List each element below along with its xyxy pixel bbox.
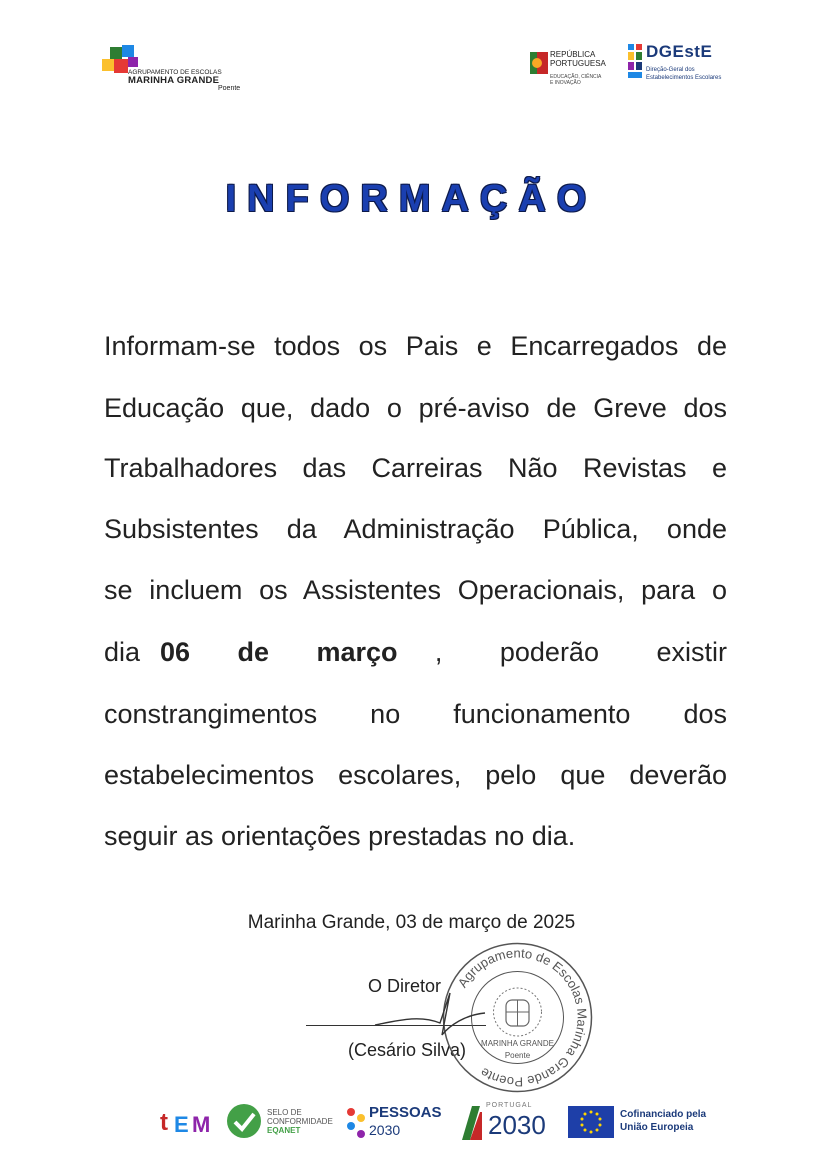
republica-line2: PORTUGUESA xyxy=(550,59,606,68)
body-line-7: constrangimentos no funcionamento dos xyxy=(104,699,727,729)
place-date: Marinha Grande, 03 de março de 2025 xyxy=(247,912,576,933)
stamp-outer-text: Agrupamento de Escolas Marinha Grande Poente xyxy=(454,945,590,1090)
dgeste-sub1: Direção-Geral dos xyxy=(646,67,695,73)
body-line-6 xyxy=(104,636,727,668)
stamp-inner-top: MARINHA GRANDE xyxy=(481,1039,554,1048)
strike-date-text: 06 de março xyxy=(159,637,398,667)
body-line-8: estabelecimentos escolares, pelo que deverão xyxy=(104,760,727,790)
director-title: O Diretor xyxy=(368,976,442,996)
body-line-3: Trabalhadores das Carreiras Não Revistas e xyxy=(104,453,727,483)
republica-line1: REPÚBLICA xyxy=(550,50,596,59)
director-name: (Cesário Silva) xyxy=(348,1040,467,1060)
eqavet-line2: CONFORMIDADE xyxy=(267,1117,333,1126)
republica-logo xyxy=(530,50,620,90)
dgeste-emblem-icon xyxy=(626,42,644,88)
portugal-title: PORTUGAL xyxy=(486,1102,533,1109)
dgeste-sub2: Estabelecimentos Escolares xyxy=(646,75,722,81)
pessoas-year: 2030 xyxy=(369,1122,401,1138)
eu-line2: União Europeia xyxy=(620,1122,694,1133)
school-logo xyxy=(100,45,270,105)
svg-text:E: E xyxy=(174,1112,189,1137)
eqavet-check-icon xyxy=(225,1102,263,1140)
footer-eqavet-logo xyxy=(225,1100,340,1144)
school-line2: MARINHA GRANDE xyxy=(128,75,220,86)
portugal-flag-icon xyxy=(460,1104,482,1142)
footer-eu-logo xyxy=(568,1100,718,1144)
eqavet-line1: SELO DE xyxy=(267,1108,302,1117)
republica-sub2: E INOVAÇÃO xyxy=(550,80,581,86)
strike-date xyxy=(160,636,415,668)
footer-school-logo xyxy=(158,1100,213,1144)
school-line3: Poente xyxy=(218,85,241,92)
stamp-emblem-icon xyxy=(494,988,542,1036)
school-line1: AGRUPAMENTO DE ESCOLAS xyxy=(128,69,222,76)
body-line-9: seguir as orientações prestadas no dia. xyxy=(104,821,576,851)
eu-flag-icon xyxy=(568,1106,614,1138)
date-prefix: dia xyxy=(104,637,141,667)
svg-text:t: t xyxy=(160,1109,168,1136)
stamp-inner-bottom: Poente xyxy=(504,1051,531,1060)
body-line-1: Informam-se todos os Pais e Encarregados de xyxy=(104,331,727,361)
date-suffix: , poderão existir xyxy=(434,637,727,667)
svg-text:M: M xyxy=(192,1112,211,1137)
pessoas-icon xyxy=(345,1104,367,1140)
body-line-4: Subsistentes da Administração Pública, onde xyxy=(104,514,727,544)
eqavet-line3: EQANET xyxy=(267,1126,301,1135)
footer-pessoas-logo xyxy=(345,1100,445,1144)
signature-scribble xyxy=(370,985,490,1045)
body-line-2: Educação que, dado o pré-aviso de Greve dos xyxy=(104,393,727,423)
footer-portugal-logo xyxy=(460,1100,555,1144)
body-line-5: se incluem os Assistentes Operacionais, para o xyxy=(104,575,727,605)
portugal-year: 2030 xyxy=(488,1110,546,1140)
pessoas-title: PESSOAS xyxy=(369,1104,442,1121)
document-title: INFORMAÇÃO xyxy=(225,178,598,220)
dgeste-logo xyxy=(626,42,756,92)
republica-sub1: EDUCAÇÃO, CIÊNCIA xyxy=(550,74,602,80)
footer-school-icon xyxy=(158,1100,213,1140)
republica-emblem-icon xyxy=(530,52,548,74)
dgeste-title: DGEstE xyxy=(646,42,713,61)
eu-line1: Cofinanciado pela xyxy=(620,1109,707,1120)
